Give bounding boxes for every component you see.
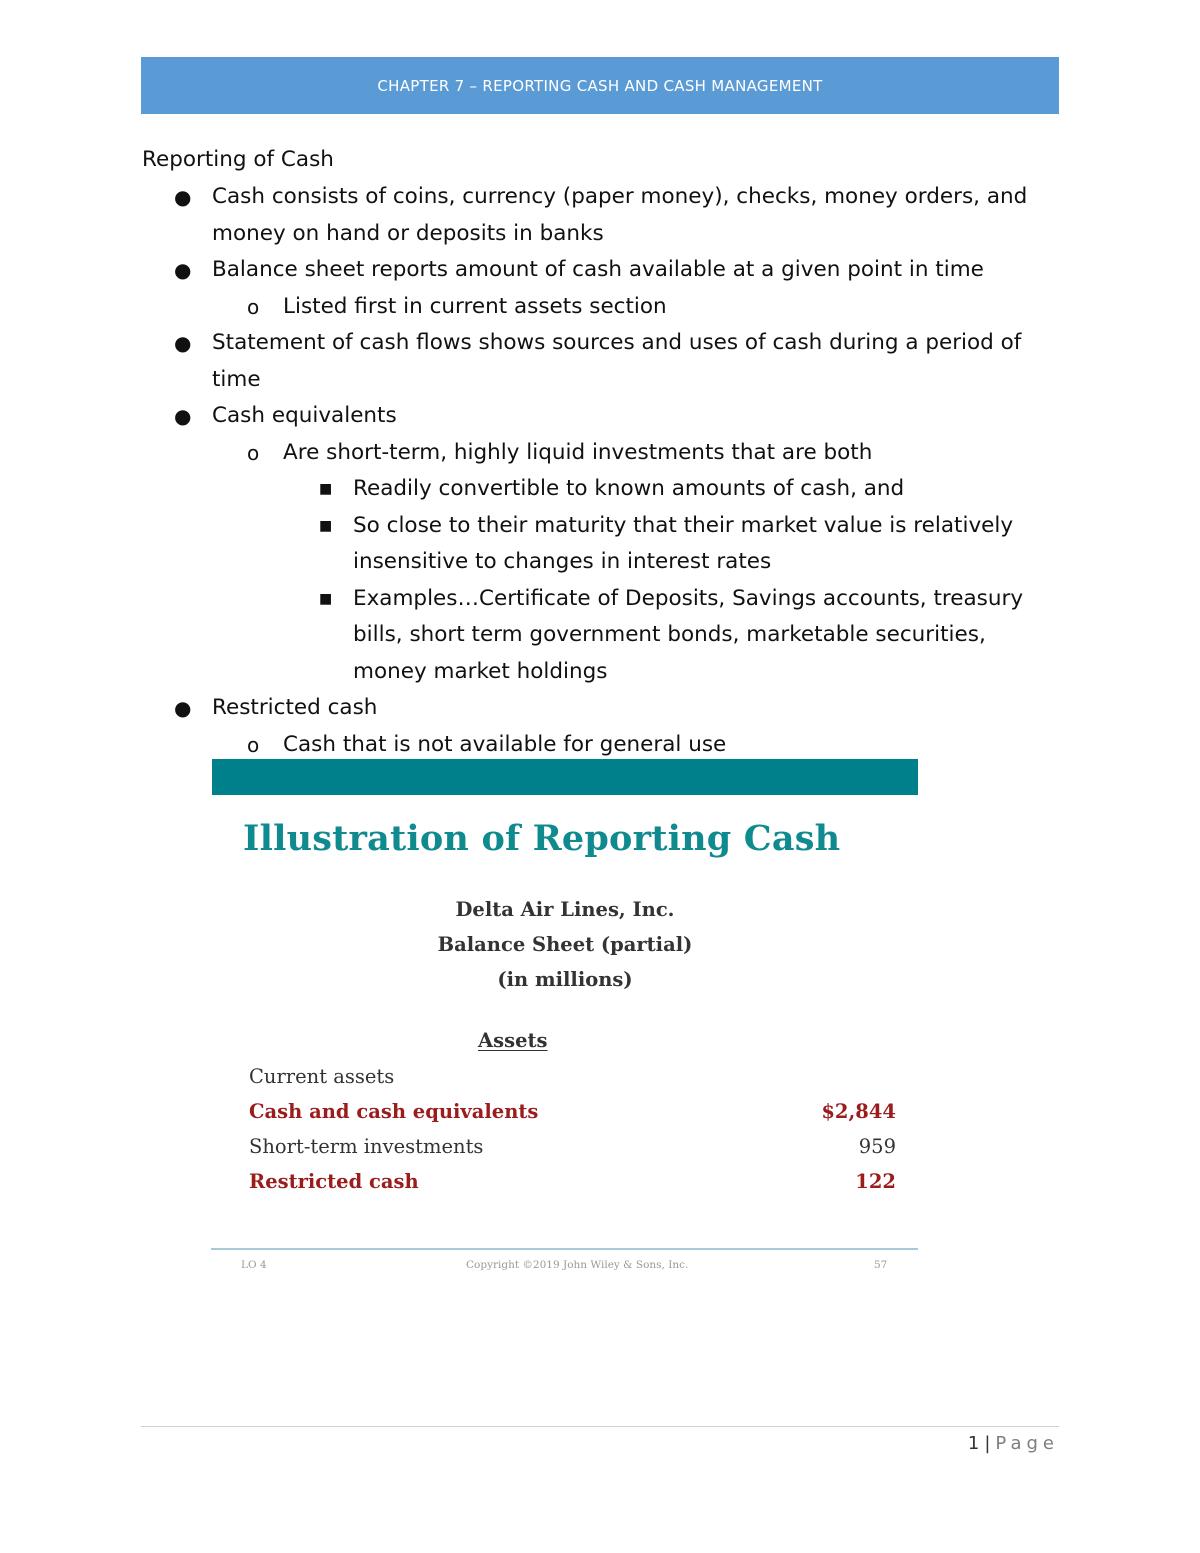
outline-item-continuation: money on hand or deposits in banks (212, 220, 604, 246)
outline-item: ● Balance sheet reports amount of cash available at a given point in time (141, 252, 1061, 289)
slide-footer-lo: LO 4 (241, 1259, 267, 1271)
outline-subitem: o Cash that is not available for general use (141, 727, 1061, 764)
bullet-dot-icon: ● (174, 185, 192, 209)
bullet-dot-icon: ● (174, 404, 192, 428)
bullet-square-icon: ■ (319, 517, 333, 534)
page-number (968, 1433, 1059, 1454)
outline-item: ● Restricted cash (141, 690, 1061, 727)
outline-subsubitem: ■ Readily convertible to known amounts of cash, and (141, 471, 1061, 508)
balance-sheet-row (249, 1065, 896, 1088)
notes-outline (141, 179, 1061, 763)
row-label: Current assets (249, 1065, 395, 1088)
balance-sheet-row-highlight (249, 1170, 896, 1193)
slide-footer-page: 57 (874, 1259, 888, 1271)
assets-heading: Assets (478, 1029, 548, 1052)
page-footer-rule (141, 1426, 1059, 1427)
outline-item-continuation: time (212, 366, 261, 392)
outline-item-continuation: money market holdings (353, 658, 608, 684)
chapter-title: CHAPTER 7 – REPORTING CASH AND CASH MANAGEMENT (377, 76, 823, 95)
bullet-square-icon: ■ (319, 481, 333, 497)
row-label: Restricted cash (249, 1170, 419, 1193)
slide-footer-rule (211, 1248, 918, 1250)
bullet-circle-icon: o (247, 732, 260, 757)
balance-sheet-row-highlight (249, 1100, 896, 1123)
statement-name: Balance Sheet (partial) (437, 933, 693, 956)
slide-title: Illustration of Reporting Cash (243, 818, 841, 859)
outline-subsubitem: ■ Examples…Certificate of Deposits, Savings accounts, treasury (141, 581, 1061, 618)
bullet-square-icon: ■ (319, 590, 333, 607)
balance-sheet-row (249, 1135, 896, 1158)
row-value: 959 (858, 1135, 896, 1158)
bullet-dot-icon: ● (174, 258, 192, 282)
slide-footer-copyright: Copyright ©2019 John Wiley & Sons, Inc. (466, 1259, 689, 1271)
outline-subitem: o Listed first in current assets section (141, 289, 1061, 326)
row-value: 122 (855, 1170, 896, 1193)
statement-units: (in millions) (497, 968, 633, 991)
row-label: Short-term investments (249, 1135, 484, 1158)
bullet-circle-icon: o (247, 294, 260, 319)
page-number-separator: | (984, 1433, 991, 1454)
outline-item: ● Statement of cash flows shows sources and uses of cash during a period of (141, 325, 1061, 362)
page-number-value: 1 (967, 1433, 980, 1454)
outline-item-continuation: insensitive to changes in interest rates (353, 549, 772, 574)
outline-subsubitem: ■ So close to their maturity that their market value is relatively (141, 508, 1061, 545)
outline-item: ● Cash equivalents (141, 398, 1061, 435)
bullet-dot-icon: ● (174, 696, 192, 720)
outline-item: ● Cash consists of coins, currency (paper money), checks, money orders, and (141, 179, 1061, 216)
outline-item-continuation: bills, short term government bonds, marketable securities, (353, 622, 986, 647)
outline-subitem: o Are short-term, highly liquid investments that are both (141, 435, 1061, 472)
company-name: Delta Air Lines, Inc. (455, 898, 675, 921)
section-title: Reporting of Cash (142, 147, 334, 172)
row-value: $2,844 (821, 1100, 896, 1123)
page-word: Page (995, 1433, 1059, 1454)
slide-top-bar (212, 759, 918, 795)
chapter-header-band (141, 57, 1059, 114)
bullet-dot-icon: ● (174, 331, 192, 355)
row-label: Cash and cash equivalents (249, 1100, 539, 1123)
bullet-circle-icon: o (247, 440, 260, 465)
